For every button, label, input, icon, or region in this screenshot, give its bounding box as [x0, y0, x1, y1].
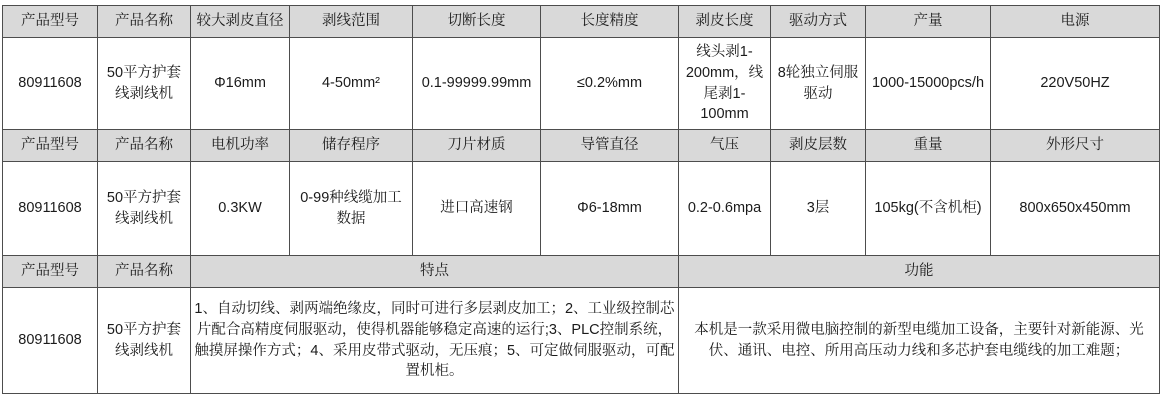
- value-stored-programs: 0-99种线缆加工数据: [290, 162, 413, 256]
- value-blade-material: 进口高速钢: [413, 162, 541, 256]
- header-strip-length: 剥皮长度: [679, 6, 771, 38]
- value-strip-range: 4-50mm²: [290, 38, 413, 130]
- value-guide-tube-diameter: Φ6-18mm: [541, 162, 679, 256]
- value-product-name: 50平方护套线剥线机: [98, 288, 191, 394]
- value-product-model: 80911608: [3, 162, 98, 256]
- header-motor-power: 电机功率: [191, 130, 290, 162]
- value-air-pressure: 0.2-0.6mpa: [679, 162, 771, 256]
- header-strip-layers: 剥皮层数: [771, 130, 866, 162]
- value-dimensions: 800x650x450mm: [991, 162, 1160, 256]
- header-blade-material: 刀片材质: [413, 130, 541, 162]
- section2-data-row: [3, 162, 1160, 256]
- header-product-name: 产品名称: [98, 6, 191, 38]
- header-product-name: 产品名称: [98, 256, 191, 288]
- header-product-model: 产品型号: [3, 6, 98, 38]
- product-spec-table: [2, 5, 1160, 394]
- header-strip-range: 剥线范围: [290, 6, 413, 38]
- section3-data-row: [3, 288, 1160, 394]
- value-motor-power: 0.3KW: [191, 162, 290, 256]
- header-features: 特点: [191, 256, 679, 288]
- value-product-name: 50平方护套线剥线机: [98, 162, 191, 256]
- value-strip-length: 线头剥1-200mm，线尾剥1-100mm: [679, 38, 771, 130]
- header-power-supply: 电源: [991, 6, 1160, 38]
- header-max-strip-diameter: 较大剥皮直径: [191, 6, 290, 38]
- header-air-pressure: 气压: [679, 130, 771, 162]
- header-product-model: 产品型号: [3, 256, 98, 288]
- value-product-model: 80911608: [3, 288, 98, 394]
- value-length-accuracy: ≤0.2%mm: [541, 38, 679, 130]
- value-drive-mode: 8轮独立伺服驱动: [771, 38, 866, 130]
- header-guide-tube-diameter: 导管直径: [541, 130, 679, 162]
- header-functions: 功能: [679, 256, 1160, 288]
- value-features: 1、自动切线、剥两端绝缘皮，同时可进行多层剥皮加工；2、工业级控制芯片配合高精度伺服驱动，使得机器能够稳定高速的运行;3、PLC控制系统，触摸屏操作方式；4、采用皮带式驱动，无压痕；5、可定做伺服驱动，可配置机柜。: [191, 288, 679, 394]
- header-dimensions: 外形尺寸: [991, 130, 1160, 162]
- value-max-strip-diameter: Φ16mm: [191, 38, 290, 130]
- header-drive-mode: 驱动方式: [771, 6, 866, 38]
- value-cut-length: 0.1-99999.99mm: [413, 38, 541, 130]
- value-power-supply: 220V50HZ: [991, 38, 1160, 130]
- section1-data-row: [3, 38, 1160, 130]
- section1-header-row: [3, 6, 1160, 38]
- value-functions: 本机是一款采用微电脑控制的新型电缆加工设备，主要针对新能源、光伏、通讯、电控、所用高压动力线和多芯护套电缆线的加工难题；: [679, 288, 1160, 394]
- value-product-name: 50平方护套线剥线机: [98, 38, 191, 130]
- header-cut-length: 切断长度: [413, 6, 541, 38]
- header-product-model: 产品型号: [3, 130, 98, 162]
- header-length-accuracy: 长度精度: [541, 6, 679, 38]
- value-weight: 105kg(不含机柜): [866, 162, 991, 256]
- value-product-model: 80911608: [3, 38, 98, 130]
- header-weight: 重量: [866, 130, 991, 162]
- section2-header-row: [3, 130, 1160, 162]
- header-stored-programs: 储存程序: [290, 130, 413, 162]
- section3-header-row: [3, 256, 1160, 288]
- header-product-name: 产品名称: [98, 130, 191, 162]
- header-output: 产量: [866, 6, 991, 38]
- value-output: 1000-15000pcs/h: [866, 38, 991, 130]
- value-strip-layers: 3层: [771, 162, 866, 256]
